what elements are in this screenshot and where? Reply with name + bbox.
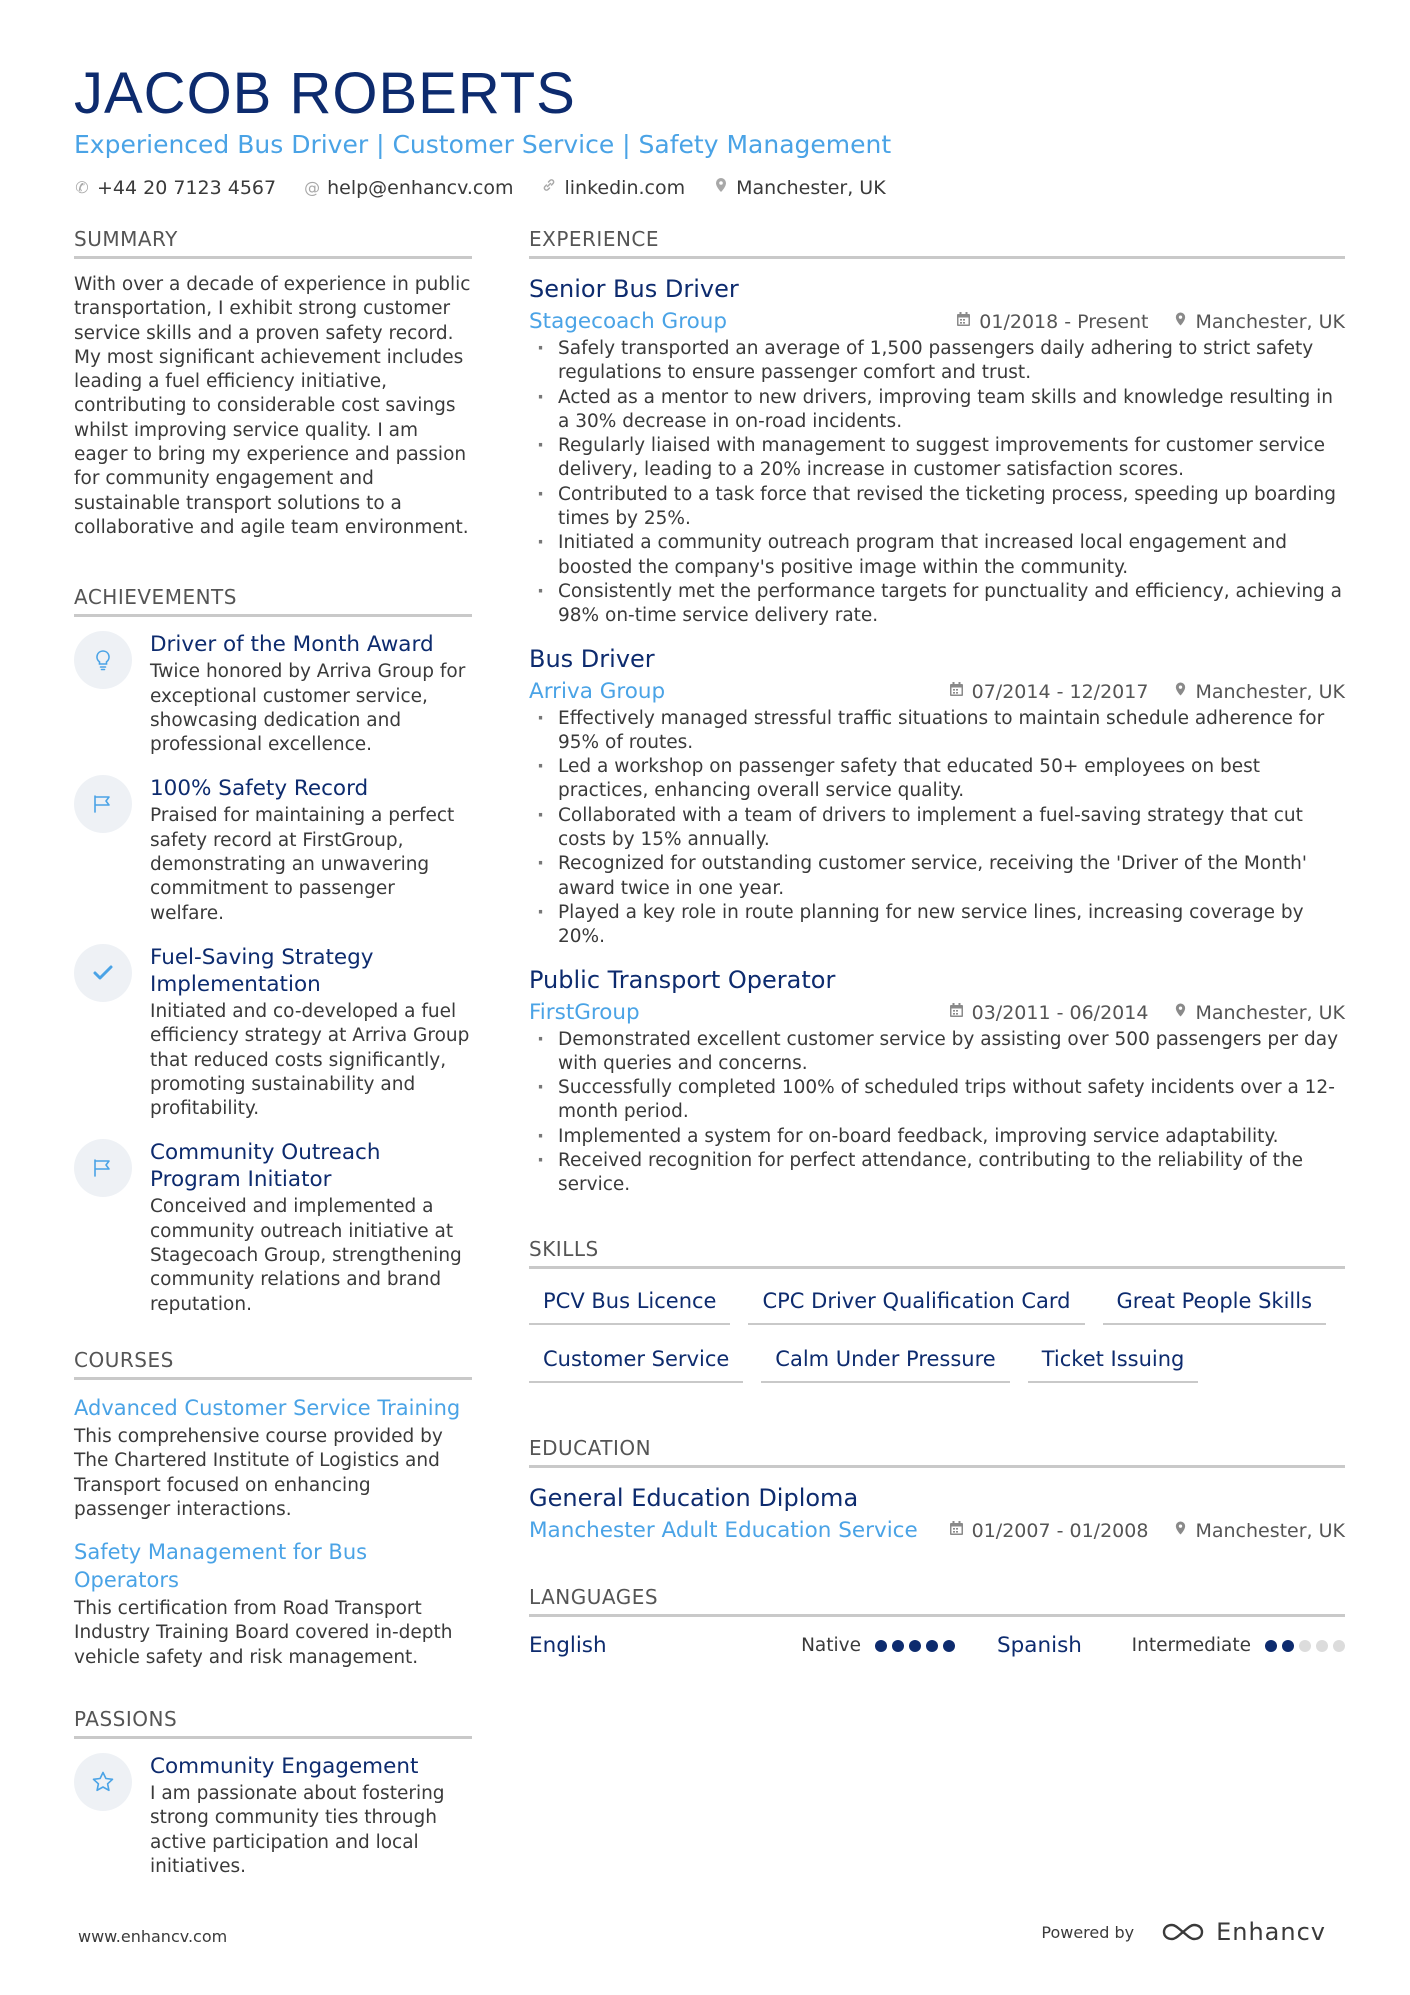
left-column [74,226,472,1897]
proficiency-dots [1265,1640,1345,1652]
job-bullet: · Effectively managed stressful traffic situations to maintain schedule adherence for 95% of routes. [529,707,1345,756]
proficiency-dot [1265,1640,1277,1652]
course-item [74,1538,472,1670]
achievement-desc: Initiated and co-developed a fuel efficiency strategy at Arriva Group that reduced costs significantly, promoting sustainability and profitability. [150,1000,470,1120]
contact-phone[interactable] [74,174,276,202]
calendar-icon [949,998,964,1028]
courses-section [74,1347,472,1670]
job-entry [529,964,1345,1198]
language-name: English [529,1632,607,1658]
job-bullet: · Contributed to a task force that revised the ticketing process, speeding up boarding times by 25%. [529,483,1345,532]
footer-website[interactable]: www.enhancv.com [78,1927,228,1946]
skill-tag: CPC Driver Qualification Card [748,1283,1084,1325]
course-desc: This certification from Road Transport Industry Training Board covered in-depth vehicle safety and risk management. [74,1598,453,1668]
map-pin-icon [1174,998,1187,1028]
job-bullet: · Played a key role in route planning for new service lines, increasing coverage by 20%. [529,901,1345,950]
link-icon [541,174,557,202]
skills-list [529,1283,1345,1383]
job-bullet: · Consistently met the performance targets for punctuality and efficiency, achieving a 98% on-time service delivery rate. [529,580,1345,629]
languages-row [529,1631,1345,1661]
achievement-desc: Twice honored by Arriva Group for exceptional customer service, showcasing dedication and professional excellence. [150,661,466,756]
proficiency-dots [875,1640,955,1652]
powered-by-text: Powered by [1041,1922,1135,1942]
job-dates-text: 07/2014 - 12/2017 [971,680,1149,703]
achievements-section [74,584,472,1317]
skill-tag: Calm Under Pressure [761,1341,1009,1383]
achievement-body [150,944,472,1121]
at-icon: @ [304,178,321,197]
proficiency-dot [926,1640,938,1652]
calendar-icon [956,307,971,337]
job-bullet: · Acted as a mentor to new drivers, improving team skills and knowledge resulting in a 30% decrease in on-road incidents. [529,386,1345,435]
job-entry [529,273,1345,629]
lightbulb-icon [74,631,132,689]
job-bullet: · Collaborated with a team of drivers to implement a fuel-saving strategy that cut costs by 15% annually. [529,804,1345,853]
job-company: Stagecoach Group [529,309,728,334]
calendar-icon [949,677,964,707]
proficiency-dot [1282,1640,1294,1652]
language-item [955,1631,1345,1661]
candidate-headline: Experienced Bus Driver | Customer Service | Safety Management [74,130,892,159]
check-icon [74,944,132,1002]
experience-heading: EXPERIENCE [529,226,1345,259]
proficiency-dot [875,1640,887,1652]
achievement-body [150,1139,472,1316]
achievement-item [74,1139,472,1316]
skill-tag: PCV Bus Licence [529,1283,730,1325]
education-dates-text: 01/2007 - 01/2008 [971,1519,1149,1542]
skill-tag: Ticket Issuing [1028,1341,1199,1383]
job-bullets [529,707,1345,950]
job-meta [529,677,1345,707]
passion-body [150,1753,472,1879]
job-meta [529,998,1345,1028]
map-pin-icon [1174,307,1187,337]
education-dates [949,1516,1149,1546]
passion-title: Community Engagement [150,1753,419,1779]
right-column [529,226,1345,1661]
language-level: Native [801,1634,861,1656]
passion-item [74,1753,472,1879]
candidate-name: JACOB ROBERTS [74,61,576,126]
map-pin-icon [713,174,729,202]
proficiency-dot [909,1640,921,1652]
education-meta [529,1516,1345,1546]
job-dates [949,677,1149,707]
skill-tag: Customer Service [529,1341,743,1383]
job-location-text: Manchester, UK [1195,1001,1345,1024]
summary-text: With over a decade of experience in public transportation, I exhibit strong customer service skills and a proven safety record. My most significant achievement includes leading a fuel efficiency initiative, contributing to considerable cost savings whilst improving service quality. I am eager to bring my experience and passion for community engagement and sustainable transport solutions to a collaborative and agile team environment. [74,274,471,538]
achievement-item [74,631,472,757]
job-bullet: · Led a workshop on passenger safety that educated 50+ employees on best practices, enhancing overall service quality. [529,755,1345,804]
location-text: Manchester, UK [736,177,886,199]
job-location [1174,998,1345,1028]
job-bullet: · Implemented a system for on-board feedback, improving service adaptability. [529,1125,1345,1149]
contact-location [713,174,886,202]
achievements-heading: ACHIEVEMENTS [74,584,472,617]
proficiency-dot [1299,1640,1311,1652]
achievement-desc: Conceived and implemented a community outreach initiative at Stagecoach Group, strengthening community relations and brand reputation. [150,1196,462,1315]
achievement-body [150,631,472,757]
job-bullet: · Recognized for outstanding customer service, receiving the 'Driver of the Month' award twice in one year. [529,852,1345,901]
skill-tag: Great People Skills [1103,1283,1327,1325]
job-location-text: Manchester, UK [1195,311,1345,333]
contact-email[interactable] [304,174,513,202]
job-dates-text: 03/2011 - 06/2014 [971,1001,1149,1024]
proficiency-dot [1316,1640,1328,1652]
brand-name: Enhancv [1216,1918,1326,1946]
education-location-text: Manchester, UK [1195,1519,1345,1542]
experience-section [529,226,1345,1198]
job-company: FirstGroup [529,999,640,1025]
job-title: Public Transport Operator [529,965,836,994]
job-dates [956,307,1148,337]
job-bullet: · Received recognition for perfect attendance, contributing to the reliability of the service. [529,1149,1345,1198]
star-icon [74,1753,132,1811]
job-bullet: · Regularly liaised with management to suggest improvements for customer service delivery, leading to a 20% increase in customer satisfaction scores. [529,434,1345,483]
phone-text: +44 20 7123 4567 [97,177,277,199]
summary-section [74,226,472,540]
course-title: Safety Management for Bus Operators [74,1540,368,1593]
education-heading: EDUCATION [529,1435,1345,1468]
language-level: Intermediate [1131,1634,1251,1656]
education-school: Manchester Adult Education Service [529,1517,918,1543]
calendar-icon [949,1516,964,1546]
linkedin-text: linkedin.com [564,177,686,199]
languages-section [529,1584,1345,1661]
job-bullet: · Demonstrated excellent customer service by assisting over 500 passengers per day with queries and concerns. [529,1028,1345,1077]
job-dates [949,998,1149,1028]
course-item [74,1394,472,1522]
course-desc: This comprehensive course provided by The Chartered Institute of Logistics and Transport focused on enhancing passenger interactions. [74,1425,443,1520]
job-meta [529,307,1345,337]
footer-branding [1041,1918,1326,1946]
map-pin-icon [1174,677,1187,707]
map-pin-icon [1174,1516,1187,1546]
achievement-body [150,775,472,925]
flag-icon [74,1139,132,1197]
summary-heading: SUMMARY [74,226,472,259]
achievement-title: Community Outreach Program Initiator [150,1140,381,1193]
achievement-title: 100% Safety Record [150,776,369,802]
languages-heading: LANGUAGES [529,1584,1345,1617]
job-location [1174,677,1345,707]
achievement-title: Fuel-Saving Strategy Implementation [150,944,374,997]
contact-bar [74,174,1336,202]
language-item [529,1631,955,1661]
course-title: Advanced Customer Service Training [74,1395,461,1420]
skills-section [529,1236,1345,1383]
passions-heading: PASSIONS [74,1706,472,1739]
job-location-text: Manchester, UK [1195,680,1345,703]
achievement-item [74,775,472,925]
job-bullets [529,1028,1345,1198]
achievement-title: Driver of the Month Award [150,632,434,658]
courses-heading: COURSES [74,1347,472,1380]
proficiency-dot [943,1640,955,1652]
job-location [1174,307,1345,337]
email-text: help@enhancv.com [327,177,514,199]
education-location [1174,1516,1345,1546]
enhancv-logo[interactable] [1160,1918,1326,1946]
phone-icon: ✆ [75,178,89,197]
job-dates-text: 01/2018 - Present [979,311,1149,333]
passion-desc: I am passionate about fostering strong community ties through active participation and local initiatives. [150,1782,445,1877]
passions-section [74,1706,472,1879]
job-company: Arriva Group [529,678,666,704]
job-bullet: · Successfully completed 100% of scheduled trips without safety incidents over a 12-month period. [529,1076,1345,1125]
job-entry [529,643,1345,950]
job-title: Senior Bus Driver [529,275,739,303]
education-section [529,1435,1345,1546]
job-title: Bus Driver [529,644,655,673]
resume-header [74,62,1336,202]
skills-heading: SKILLS [529,1236,1345,1269]
job-bullets [529,337,1345,629]
education-degree: General Education Diploma [529,1483,859,1512]
proficiency-dot [892,1640,904,1652]
achievement-desc: Praised for maintaining a perfect safety record at FirstGroup, demonstrating an unwavering commitment to passenger welfare. [150,805,455,924]
infinity-logo-icon [1160,1920,1206,1944]
contact-linkedin[interactable] [541,174,685,202]
language-name: Spanish [997,1632,1082,1658]
flag-icon [74,775,132,833]
job-bullet: · Safely transported an average of 1,500 passengers daily adhering to strict safety regulations to ensure passenger comfort and trust. [529,337,1345,386]
proficiency-dot [1333,1640,1345,1652]
job-bullet: · Initiated a community outreach program that increased local engagement and boosted the company's positive image within the community. [529,531,1345,580]
achievement-item [74,944,472,1121]
